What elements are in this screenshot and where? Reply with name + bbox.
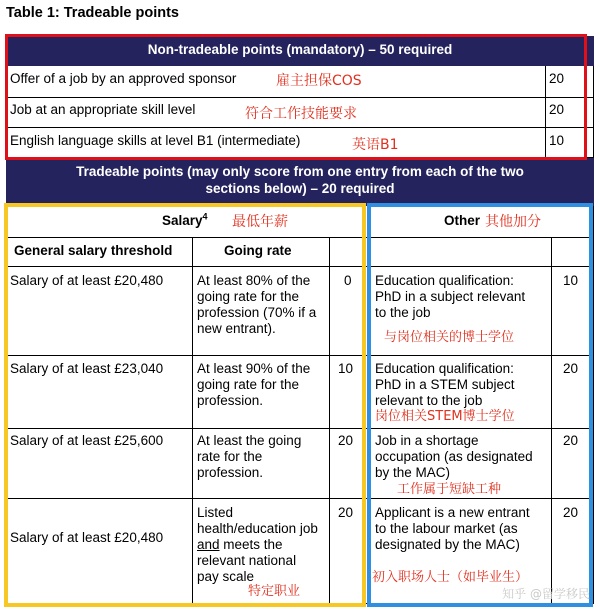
- mandatory-row-points: 20: [549, 71, 565, 86]
- other-cell: Education qualification: PhD in a STEM subject relevant to the job: [375, 361, 515, 408]
- tradeable-header-line1: Tradeable points (may only score from one entry from each of the two: [76, 164, 524, 179]
- other-highlight-box: [367, 203, 593, 607]
- rate-note: 特定职业: [248, 584, 301, 599]
- mandatory-row-label: Job at an appropriate skill level: [10, 102, 196, 117]
- rate-cell: At least 80% of the going rate for the profession (70% if a new entrant).: [197, 273, 317, 336]
- other-note: 工作属于短缺工种: [397, 482, 502, 497]
- other-points-cell: 20: [563, 505, 579, 520]
- mandatory-row-points: 10: [549, 133, 565, 148]
- other-cell: Education qualification: PhD in a subject relevant to the job: [375, 273, 526, 320]
- other-note: 与岗位相关的博士学位: [384, 330, 515, 345]
- other-points-cell: 10: [563, 273, 579, 288]
- rate-cell: Listed health/education job and meets the relevant national pay scale: [197, 505, 318, 584]
- mandatory-row-note: 雇主担保COS: [276, 73, 362, 89]
- salary-note: 最低年薪: [232, 214, 288, 230]
- tradeable-header-line2: sections below) – 20 required: [205, 181, 395, 196]
- watermark: 知乎 @留学移民: [502, 587, 590, 601]
- col-going-rate-header: Going rate: [224, 243, 292, 258]
- table-caption: Table 1: Tradeable points: [6, 5, 179, 21]
- salary-points-cell: 20: [338, 433, 354, 448]
- mandatory-row-note: 英语B1: [352, 137, 399, 153]
- salary-points-cell: 0: [344, 273, 352, 288]
- salary-title: Salary$^4$: [162, 211, 208, 228]
- other-points-cell: 20: [563, 361, 579, 376]
- rate-cell: At least the going rate for the profession.: [197, 433, 302, 480]
- col-threshold-header: General salary threshold: [14, 243, 173, 258]
- tradeable-header: [6, 158, 594, 206]
- other-note: 岗位相关STEM博士学位: [375, 409, 515, 424]
- mandatory-row-label: Offer of a job by an approved sponsor: [10, 71, 237, 86]
- other-cell: Job in a shortage occupation (as designated by the MAC): [375, 433, 533, 480]
- salary-points-cell: 20: [338, 505, 354, 520]
- threshold-cell: Salary of at least £25,600: [10, 433, 164, 448]
- threshold-cell: Salary of at least £20,480: [10, 273, 164, 288]
- salary-highlight-box: [4, 203, 366, 607]
- rate-cell: At least 90% of the going rate for the profession.: [197, 361, 311, 408]
- threshold-cell: Salary of at least £23,040: [10, 361, 164, 376]
- other-cell: Applicant is a new entrant to the labour market (as designated by the MAC): [375, 505, 530, 552]
- threshold-cell: Salary of at least £20,480: [10, 530, 164, 545]
- mandatory-highlight-box: [5, 34, 587, 160]
- other-note: 其他加分: [485, 214, 541, 230]
- other-points-cell: 20: [563, 433, 579, 448]
- other-note: 初入职场人士（如毕业生）: [372, 570, 529, 585]
- mandatory-row-note: 符合工作技能要求: [245, 106, 357, 122]
- salary-points-cell: 10: [338, 361, 354, 376]
- other-title: Other: [444, 213, 481, 228]
- mandatory-header: Non-tradeable points (mandatory) – 50 required: [6, 36, 594, 66]
- mandatory-row-label: English language skills at level B1 (intermediate): [10, 133, 301, 148]
- mandatory-row-points: 20: [549, 102, 565, 117]
